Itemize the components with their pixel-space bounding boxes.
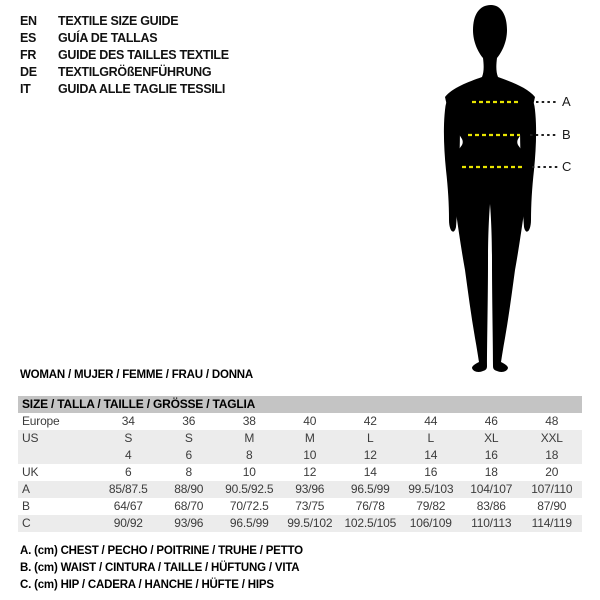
- lang-code: ES: [20, 31, 37, 45]
- lang-code: EN: [20, 14, 37, 28]
- lang-row-de: [20, 64, 229, 81]
- measure-label-b: B: [562, 127, 571, 142]
- size-table-body: [18, 413, 582, 532]
- table-cell: 68/70: [174, 499, 204, 513]
- table-row: [18, 464, 582, 481]
- lang-row-es: [20, 30, 229, 47]
- table-cell: 14: [363, 465, 377, 479]
- table-cell: 76/78: [355, 499, 385, 513]
- measurement-figure: [390, 0, 600, 380]
- table-cell: 42: [363, 414, 377, 428]
- table-cell: 4: [125, 448, 132, 462]
- table-cell: 106/109: [409, 516, 452, 530]
- legend-line-chest: A. (cm) CHEST / PECHO / POITRINE / TRUHE / PETTO: [20, 545, 303, 557]
- table-cell: XXL: [540, 431, 563, 445]
- table-cell: XL: [484, 431, 499, 445]
- table-cell: 38: [242, 414, 256, 428]
- table-cell: 14: [424, 448, 438, 462]
- lang-code: DE: [20, 65, 37, 79]
- table-header: SIZE / TALLA / TAILLE / GRÖSSE / TAGLIA: [18, 396, 582, 413]
- table-cell: 16: [484, 448, 498, 462]
- table-cell: 114/119: [531, 516, 572, 530]
- table-cell: 96.5/99: [350, 482, 390, 496]
- table-cell: 10: [303, 448, 317, 462]
- table-cell: M: [304, 431, 315, 445]
- lang-title: GUIDE DES TAILLES TEXTILE: [58, 48, 229, 62]
- measure-label-c: C: [562, 159, 572, 174]
- table-cell: M: [244, 431, 255, 445]
- table-cell: 90.5/92.5: [225, 482, 274, 496]
- table-cell: 99.5/102: [287, 516, 333, 530]
- table-cell: 96.5/99: [229, 516, 269, 530]
- table-cell: 90/92: [113, 516, 143, 530]
- table-cell: 20: [545, 465, 559, 479]
- row-label: B: [22, 499, 30, 513]
- table-cell: L: [367, 431, 374, 445]
- lang-row-en: [20, 13, 229, 30]
- table-row: [18, 430, 582, 447]
- table-cell: 18: [545, 448, 559, 462]
- table-cell: 12: [303, 465, 317, 479]
- table-cell: 34: [121, 414, 135, 428]
- table-cell: 70/72.5: [229, 499, 269, 513]
- table-row: [18, 447, 582, 464]
- table-cell: 16: [424, 465, 438, 479]
- table-cell: 87/90: [537, 499, 567, 513]
- table-cell: 6: [125, 465, 132, 479]
- table-row: [18, 498, 582, 515]
- table-cell: 99.5/103: [408, 482, 454, 496]
- table-cell: L: [427, 431, 434, 445]
- table-cell: 10: [242, 465, 256, 479]
- table-cell: 6: [185, 448, 192, 462]
- lang-row-fr: [20, 47, 229, 64]
- table-cell: 64/67: [113, 499, 143, 513]
- lang-title: GUIDA ALLE TAGLIE TESSILI: [58, 82, 226, 96]
- table-cell: 110/113: [471, 516, 512, 530]
- row-label: [18, 447, 98, 464]
- table-cell: 85/87.5: [108, 482, 148, 496]
- lang-code: FR: [20, 48, 37, 62]
- table-cell: 83/86: [476, 499, 506, 513]
- table-cell: 73/75: [295, 499, 325, 513]
- woman-silhouette-icon: [390, 0, 600, 380]
- row-label: UK: [22, 465, 39, 479]
- row-label: US: [22, 431, 39, 445]
- language-title-block: [20, 13, 229, 98]
- table-cell: 44: [424, 414, 438, 428]
- table-cell: 88/90: [174, 482, 204, 496]
- legend-line-hip: C. (cm) HIP / CADERA / HANCHE / HÜFTE / HIPS: [20, 579, 274, 591]
- row-label: Europe: [22, 414, 60, 428]
- table-row: [18, 413, 582, 430]
- legend-line-waist: B. (cm) WAIST / CINTURA / TAILLE / HÜFTUNG / VITA: [20, 562, 300, 574]
- table-cell: 12: [363, 448, 377, 462]
- table-cell: 102.5/105: [344, 516, 397, 530]
- table-cell: 8: [246, 448, 253, 462]
- table-title: WOMAN / MUJER / FEMME / FRAU / DONNA: [20, 369, 254, 381]
- table-cell: 79/82: [416, 499, 446, 513]
- table-cell: 104/107: [470, 482, 513, 496]
- table-cell: S: [124, 431, 133, 445]
- lang-row-it: [20, 81, 229, 98]
- table-cell: 40: [303, 414, 317, 428]
- table-cell: 93/96: [174, 516, 204, 530]
- table-cell: 36: [182, 414, 196, 428]
- table-row: [18, 515, 582, 532]
- table-cell: 8: [185, 465, 192, 479]
- table-row: [18, 481, 582, 498]
- measure-legend: [20, 543, 303, 594]
- lang-code: IT: [20, 82, 31, 96]
- lang-title: TEXTILE SIZE GUIDE: [58, 14, 179, 28]
- row-label: C: [22, 516, 31, 530]
- lang-title: GUÍA DE TALLAS: [58, 31, 158, 45]
- table-cell: 18: [484, 465, 498, 479]
- table-cell: 46: [484, 414, 498, 428]
- measure-label-a: A: [562, 94, 571, 109]
- table-cell: 48: [545, 414, 559, 428]
- table-cell: S: [184, 431, 193, 445]
- table-cell: 93/96: [295, 482, 325, 496]
- row-label: A: [22, 482, 30, 496]
- lang-title: TEXTILGRÖßENFÜHRUNG: [58, 65, 212, 79]
- size-table: [18, 396, 582, 532]
- table-cell: 107/110: [531, 482, 573, 496]
